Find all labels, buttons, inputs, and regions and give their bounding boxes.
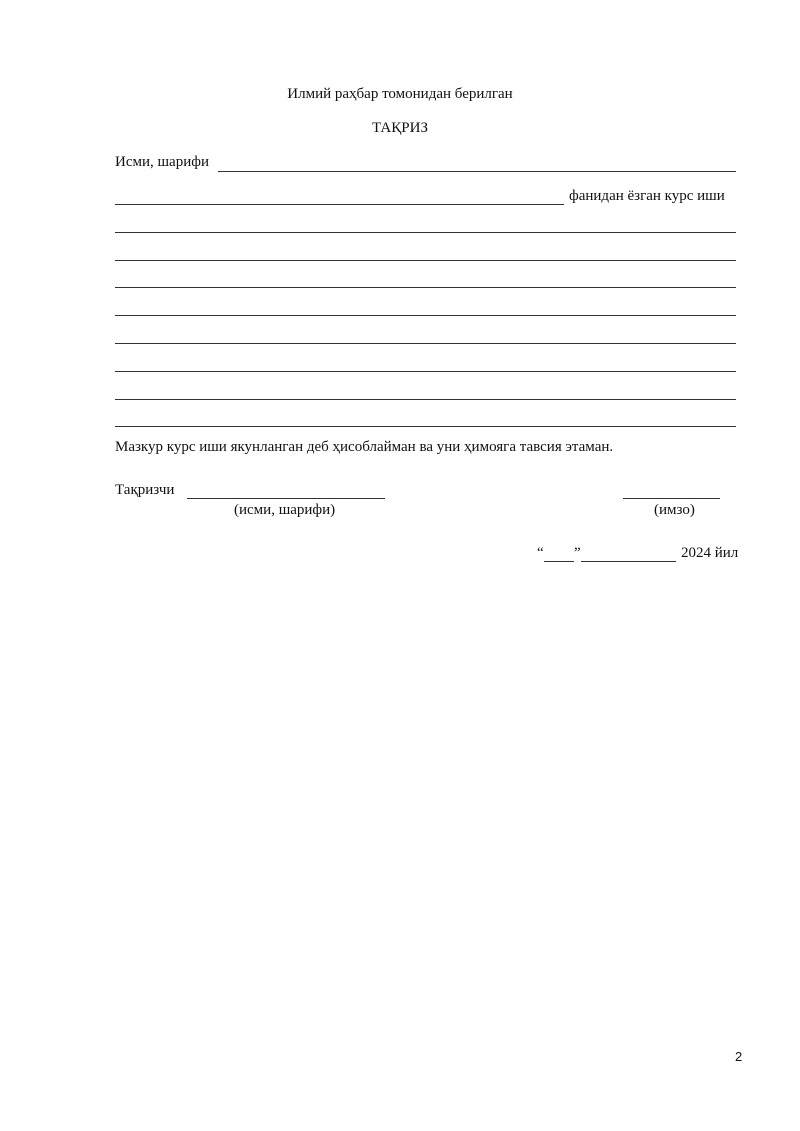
- conclusion-text: Мазкур курс иши якунланган деб ҳисоблайман ва уни ҳимояга тавсия этаман.: [115, 439, 614, 455]
- date-month-line: [581, 561, 676, 562]
- date-day-line: [544, 561, 574, 562]
- review-blank-line: [115, 315, 736, 316]
- review-blank-line: [115, 426, 736, 427]
- review-blank-line: [115, 260, 736, 261]
- page-number: 2: [735, 1049, 743, 1064]
- review-blank-line: [115, 343, 736, 344]
- date-year: 2024 йил: [681, 545, 739, 561]
- review-blank-line: [115, 232, 736, 233]
- review-blank-line: [115, 399, 736, 400]
- signature-line: [623, 498, 720, 499]
- reviewer-name-line: [187, 498, 385, 499]
- reviewer-label: Тақризчи: [115, 482, 175, 498]
- review-blank-line: [115, 371, 736, 372]
- signature-caption: (имзо): [654, 502, 695, 518]
- name-blank-line: [218, 171, 736, 172]
- document-title: ТАҚРИЗ: [372, 120, 428, 136]
- name-label: Исми, шарифи: [115, 154, 209, 170]
- subject-suffix: фанидан ёзган курс иши: [569, 188, 725, 204]
- date-open-quote: “: [537, 545, 544, 561]
- document-subtitle: Илмий раҳбар томонидан берилган: [287, 86, 513, 102]
- review-blank-line: [115, 287, 736, 288]
- date-close-quote: ”: [574, 545, 581, 561]
- name-caption: (исми, шарифи): [234, 502, 336, 518]
- subject-blank-line: [115, 204, 564, 205]
